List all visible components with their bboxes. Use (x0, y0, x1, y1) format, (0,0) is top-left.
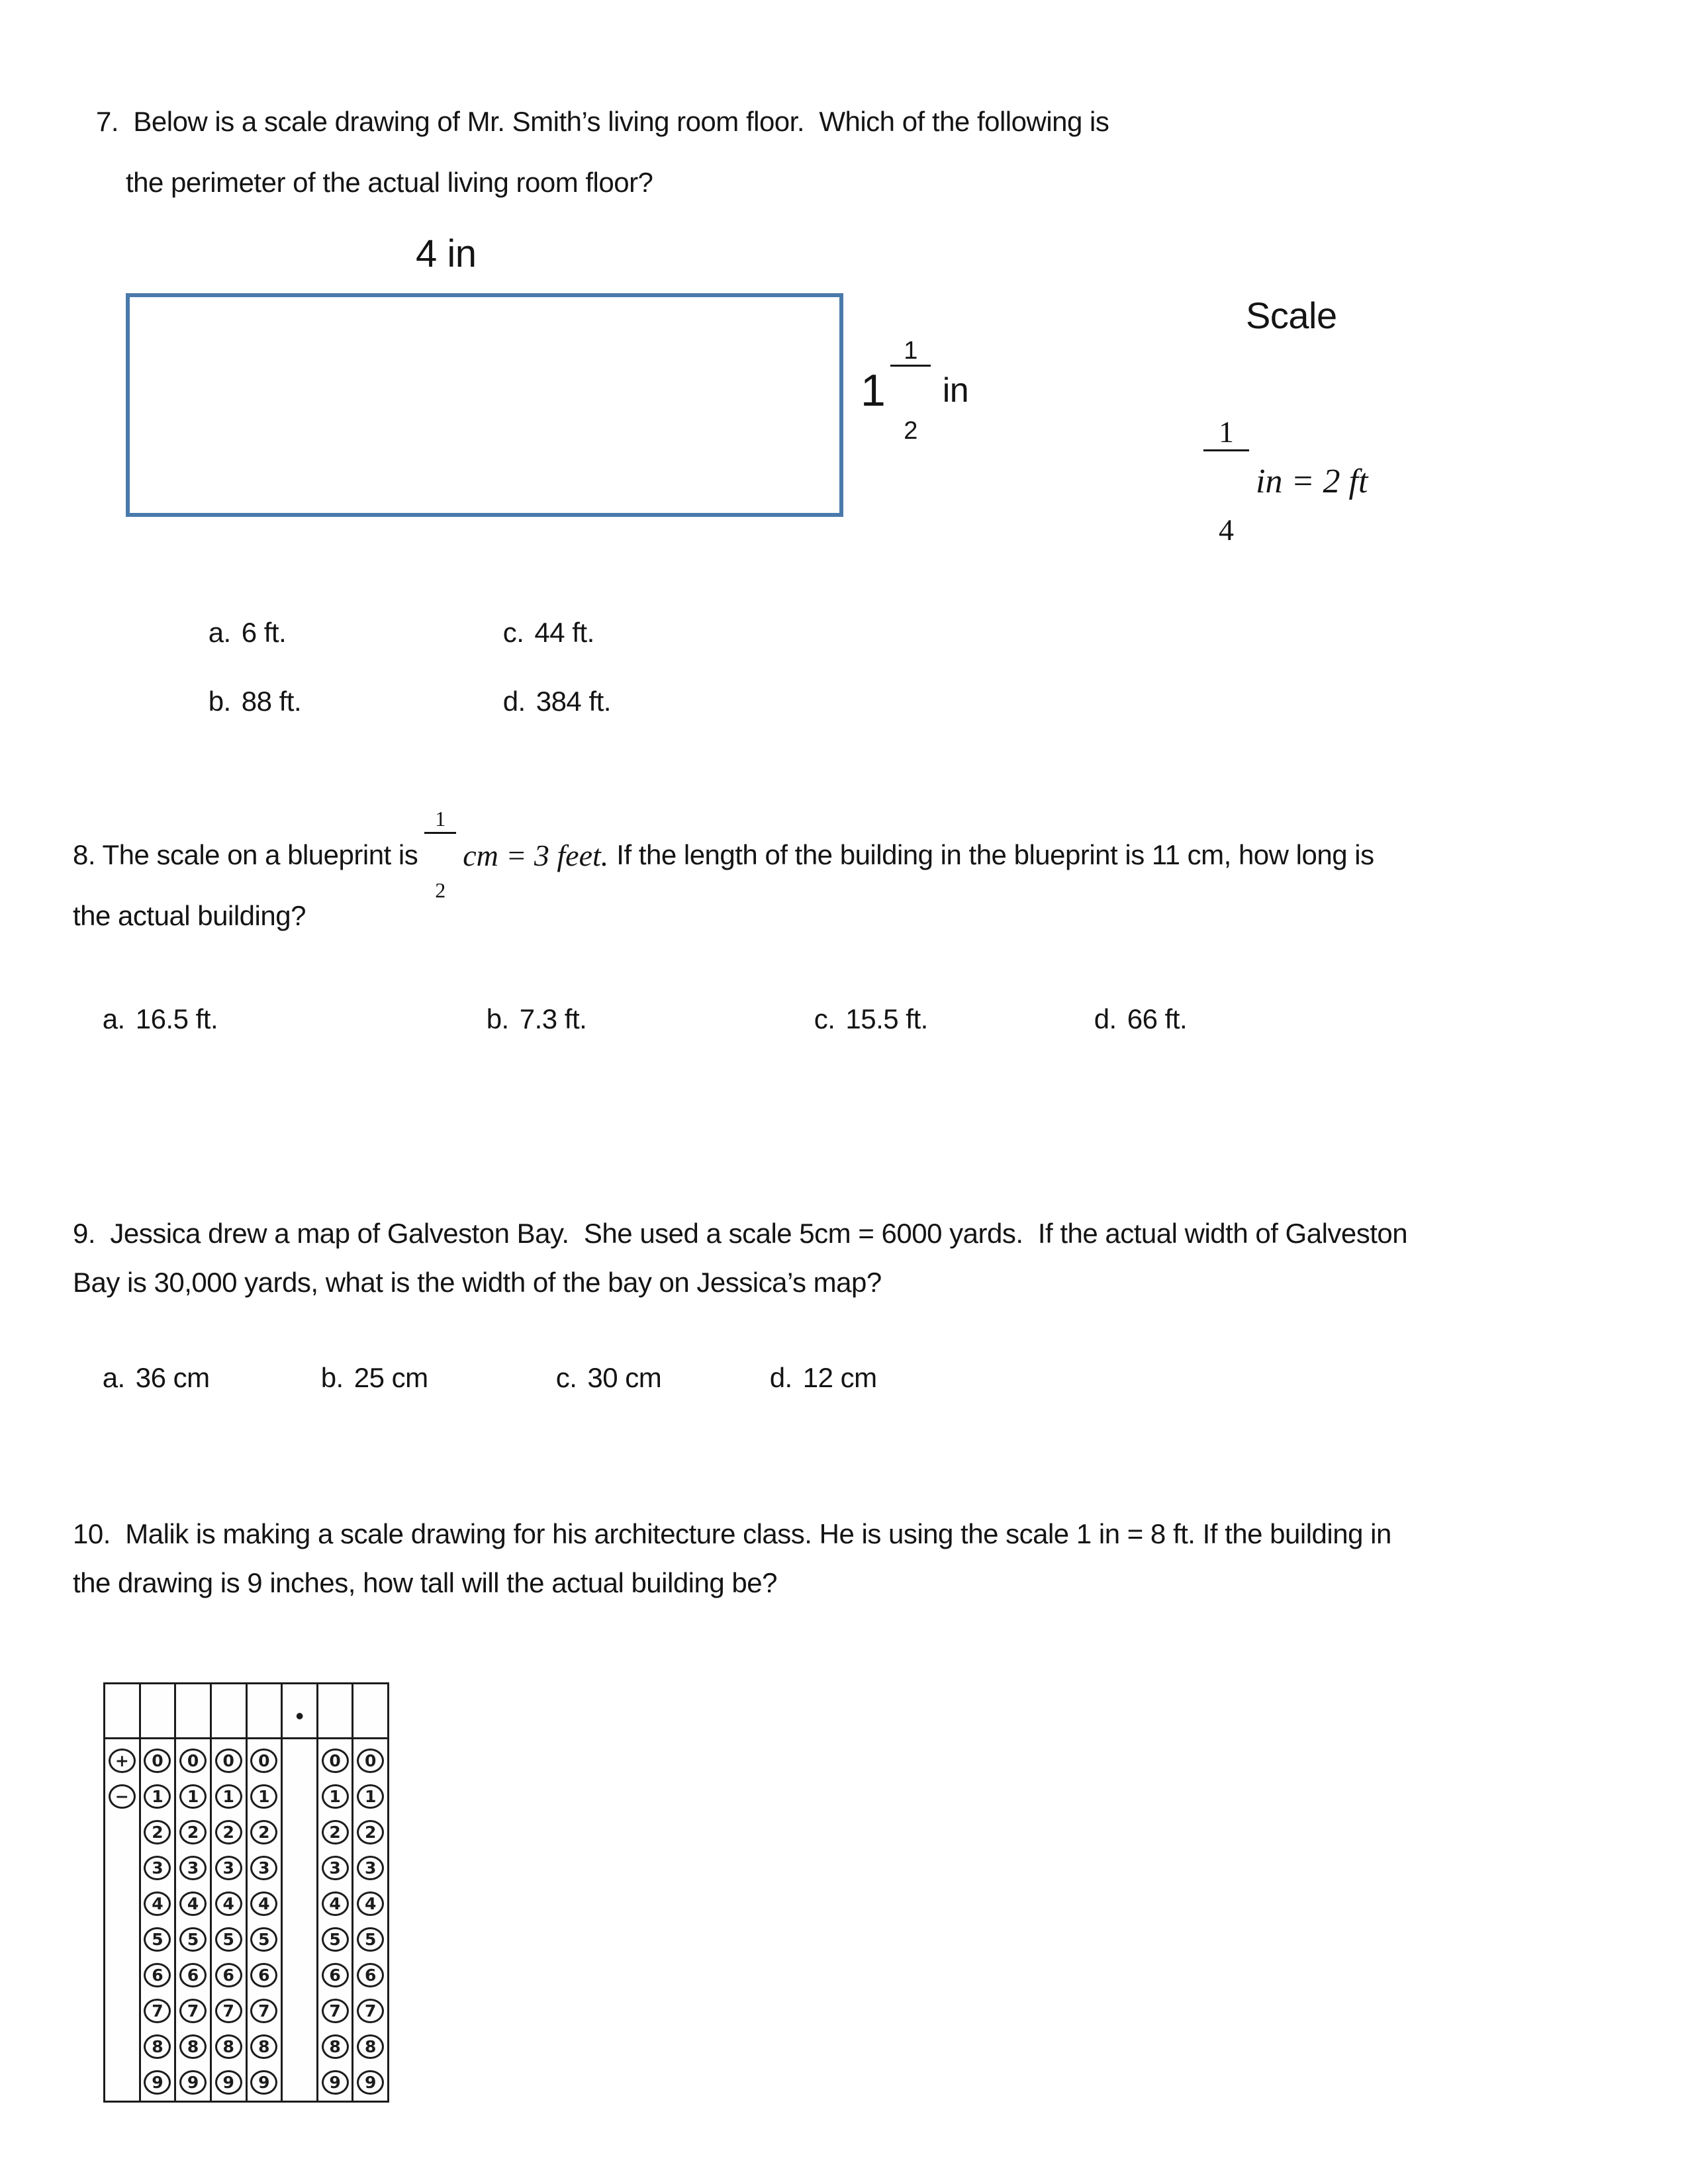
answer-grid-column-bubbles (176, 1739, 210, 2101)
answer-grid-column-4-digits (212, 1684, 248, 2101)
question-8-choice-d (1064, 972, 1187, 1067)
question-8-choice-c (784, 972, 928, 1067)
bubble-cell (215, 2029, 242, 2065)
bubble-2: 2 (215, 1820, 242, 1844)
bubble-cell (144, 1814, 171, 1850)
answer-grid-column-bubbles (318, 1739, 352, 2101)
bubble-0: 0 (144, 1749, 171, 1773)
bubble-cell (250, 1886, 277, 1921)
answer-grid-column-6-decimal (283, 1684, 318, 2101)
bubble-9: 9 (357, 2070, 384, 2095)
bubble-2: 2 (322, 1820, 349, 1844)
bubble-0: 0 (357, 1749, 384, 1773)
bubble-cell (357, 1778, 384, 1814)
choice-label: d. (1094, 1003, 1117, 1034)
bubble-cell (322, 1993, 349, 2029)
bubble-cell (322, 1921, 349, 1957)
bubble-cell (144, 1778, 171, 1814)
answer-write-box (141, 1684, 175, 1739)
question-8-text-line-2: the actual building? (73, 900, 306, 931)
bubble-cell (322, 1850, 349, 1886)
choice-value: 16.5 ft. (135, 1003, 218, 1034)
choice-value: 44 ft. (534, 617, 594, 648)
bubble-cell (179, 1850, 207, 1886)
bubble-4: 4 (179, 1891, 207, 1916)
choice-value: 15.5 ft. (845, 1003, 928, 1034)
bubble-1: 1 (215, 1784, 242, 1809)
fraction-numerator: 1 (424, 808, 456, 834)
bubble-cell (179, 2065, 207, 2101)
bubble-5: 5 (179, 1927, 207, 1952)
bubble-cell (179, 1921, 207, 1957)
answer-grid-column-bubbles (105, 1739, 139, 2101)
bubble-cell (215, 1850, 242, 1886)
bubble-cell (322, 1958, 349, 1993)
answer-grid-column-8-digits (353, 1684, 387, 2101)
bubble-6: 6 (144, 1963, 171, 1987)
bubble-7: 7 (144, 1999, 171, 2023)
choice-label: d. (502, 686, 526, 717)
choice-label: d. (769, 1362, 792, 1393)
bubble-cell (144, 1958, 171, 1993)
choice-label: c. (502, 617, 524, 648)
bubble-cell (215, 1993, 242, 2029)
bubble-cell (109, 1743, 136, 1778)
bubble-0: 0 (179, 1749, 207, 1773)
bubble-1: 1 (322, 1784, 349, 1809)
bubble-cell (215, 1958, 242, 1993)
bubble-6: 6 (250, 1963, 277, 1987)
bubble-6: 6 (179, 1963, 207, 1987)
question-9-choice-a (73, 1330, 210, 1426)
question-7-text-line-1: 7. Below is a scale drawing of Mr. Smith’s living room floor. Which of the following is (96, 106, 1109, 137)
bubble-7: 7 (357, 1999, 384, 2023)
bubble-9: 9 (144, 2070, 171, 2095)
choice-value: 384 ft. (536, 686, 611, 717)
bubble-cell (322, 1886, 349, 1921)
bubble-cell (144, 1850, 171, 1886)
bubble-5: 5 (144, 1927, 171, 1952)
bubble-−: − (109, 1784, 136, 1809)
bubble-3: 3 (250, 1856, 277, 1880)
question-8-choice-b (457, 972, 586, 1067)
answer-grid-column-7-digits (318, 1684, 354, 2101)
bubble-cell (179, 1814, 207, 1850)
height-unit: in (942, 371, 969, 410)
bubble-1: 1 (179, 1784, 207, 1809)
bubble-8: 8 (250, 2034, 277, 2059)
question-9-choice-c (526, 1330, 661, 1426)
scale-title: Scale (1246, 295, 1337, 336)
scale-fraction (1203, 355, 1249, 608)
bubble-cell (215, 1814, 242, 1850)
bubble-1: 1 (144, 1784, 171, 1809)
figure-height-label (861, 336, 969, 445)
fraction-denominator: 4 (1219, 512, 1234, 547)
bubble-cell (144, 1993, 171, 2029)
answer-grid-column-bubbles (353, 1739, 387, 2101)
answer-write-box (318, 1684, 352, 1739)
height-fraction (890, 288, 930, 494)
decimal-point-mark: • (295, 1702, 304, 1729)
fraction-numerator: 1 (890, 338, 930, 367)
bubble-cell (250, 1921, 277, 1957)
bubble-cell (322, 1778, 349, 1814)
choice-value: 88 ft. (241, 686, 302, 717)
bubble-cell (215, 1778, 242, 1814)
bubble-cell (144, 2029, 171, 2065)
answer-grid-column-3-digits (176, 1684, 212, 2101)
bubble-+: + (109, 1749, 136, 1773)
bubble-8: 8 (179, 2034, 207, 2059)
bubble-2: 2 (144, 1820, 171, 1844)
bubble-cell (144, 1921, 171, 1957)
question-8-text-line-1 (73, 807, 1374, 903)
choice-value: 36 cm (135, 1362, 210, 1393)
bubble-8: 8 (144, 2034, 171, 2059)
bubble-cell (357, 2029, 384, 2065)
bubble-2: 2 (179, 1820, 207, 1844)
choice-value: 12 cm (802, 1362, 877, 1393)
blueprint-scale-fraction (424, 764, 456, 946)
choice-value: 25 cm (353, 1362, 428, 1393)
fraction-denominator: 2 (904, 416, 917, 445)
bubble-9: 9 (322, 2070, 349, 2095)
choice-label: a. (102, 1362, 125, 1393)
choice-value: 66 ft. (1127, 1003, 1188, 1034)
bubble-cell (179, 1993, 207, 2029)
bubble-cell (179, 1958, 207, 1993)
bubble-0: 0 (215, 1749, 242, 1773)
question-8-text-post: If the length of the building in the blueprint is 11 cm, how long is (616, 839, 1374, 870)
bubble-cell (250, 2029, 277, 2065)
bubble-cell (250, 1743, 277, 1778)
bubble-cell (144, 1743, 171, 1778)
scale-drawing-rectangle (126, 293, 843, 517)
bubble-cell (109, 1778, 136, 1814)
bubble-5: 5 (250, 1927, 277, 1952)
bubble-8: 8 (357, 2034, 384, 2059)
bubble-cell (250, 1993, 277, 2029)
bubble-cell (322, 1814, 349, 1850)
bubble-4: 4 (357, 1891, 384, 1916)
answer-grid-column-2-digits (141, 1684, 177, 2101)
bubble-cell (215, 2065, 242, 2101)
bubble-9: 9 (250, 2070, 277, 2095)
bubble-3: 3 (215, 1856, 242, 1880)
bubble-3: 3 (179, 1856, 207, 1880)
bubble-1: 1 (250, 1784, 277, 1809)
bubble-cell (357, 1743, 384, 1778)
bubble-4: 4 (250, 1891, 277, 1916)
bubble-7: 7 (322, 1999, 349, 2023)
question-9-text-line-2: Bay is 30,000 yards, what is the width of the bay on Jessica’s map? (73, 1267, 882, 1298)
bubble-5: 5 (322, 1927, 349, 1952)
scale-equation (1203, 355, 1368, 608)
choice-label: a. (208, 617, 231, 648)
choice-value: 6 ft. (241, 617, 287, 648)
bubble-0: 0 (322, 1749, 349, 1773)
bubble-cell (322, 2065, 349, 2101)
answer-write-box (353, 1684, 387, 1739)
answer-grid-column-bubbles (248, 1739, 281, 2101)
choice-label: c. (814, 1003, 835, 1034)
bubble-cell (179, 1886, 207, 1921)
figure-width-label: 4 in (416, 232, 477, 275)
question-7-choice-d (473, 654, 611, 749)
answer-grid-column-1-sign (105, 1684, 141, 2101)
question-7-text-line-2: the perimeter of the actual living room floor? (126, 167, 653, 198)
answer-write-box (248, 1684, 281, 1739)
bubble-7: 7 (250, 1999, 277, 2023)
bubble-cell (357, 1921, 384, 1957)
bubble-6: 6 (322, 1963, 349, 1987)
bubble-5: 5 (215, 1927, 242, 1952)
bubble-8: 8 (215, 2034, 242, 2059)
answer-write-box (176, 1684, 210, 1739)
bubble-0: 0 (250, 1749, 277, 1773)
bubble-cell (215, 1743, 242, 1778)
question-8-choice-a (73, 972, 218, 1067)
bubble-3: 3 (322, 1856, 349, 1880)
question-8-text-pre: 8. The scale on a blueprint is (73, 839, 418, 870)
bubble-cell (357, 2065, 384, 2101)
question-9-choice-b (291, 1330, 428, 1426)
choice-value: 7.3 ft. (519, 1003, 587, 1034)
bubble-2: 2 (250, 1820, 277, 1844)
bubble-cell (215, 1886, 242, 1921)
bubble-cell (144, 1886, 171, 1921)
choice-label: b. (208, 686, 231, 717)
bubble-9: 9 (179, 2070, 207, 2095)
bubble-1: 1 (357, 1784, 384, 1809)
bubble-cell (357, 1814, 384, 1850)
bubble-cell (179, 1778, 207, 1814)
choice-label: c. (555, 1362, 577, 1393)
bubble-7: 7 (179, 1999, 207, 2023)
bubble-cell (322, 1743, 349, 1778)
bubble-cell (357, 1993, 384, 2029)
choice-label: a. (102, 1003, 125, 1034)
bubble-cell (357, 1886, 384, 1921)
bubble-cell (215, 1921, 242, 1957)
fraction-denominator: 2 (435, 878, 446, 903)
bubble-cell (250, 1850, 277, 1886)
bubble-4: 4 (322, 1891, 349, 1916)
answer-grid-column-bubbles (212, 1739, 246, 2101)
bubble-cell (144, 2065, 171, 2101)
question-7-choice-b (179, 654, 301, 749)
bubble-cell (250, 1958, 277, 1993)
bubble-3: 3 (357, 1856, 384, 1880)
answer-grid-column-bubbles (141, 1739, 175, 2101)
choice-label: b. (486, 1003, 509, 1034)
bubble-2: 2 (357, 1820, 384, 1844)
bubble-cell (179, 2029, 207, 2065)
answer-grid-column-5-digits (248, 1684, 283, 2101)
answer-write-box (105, 1684, 139, 1739)
bubble-cell (250, 1778, 277, 1814)
question-9-choice-d (740, 1330, 877, 1426)
bubble-cell (357, 1958, 384, 1993)
question-9-text-line-1: 9. Jessica drew a map of Galveston Bay. She used a scale 5cm = 6000 yards. If the actual width of Galveston (73, 1218, 1408, 1249)
bubble-cell (357, 1850, 384, 1886)
question-10-text-line-1: 10. Malik is making a scale drawing for his architecture class. He is using the scale 1 in = 8 ft. If the building in (73, 1518, 1391, 1549)
question-8-math-text: cm = 3 feet. (463, 838, 609, 872)
bubble-cell (250, 1814, 277, 1850)
answer-grid-column-bubbles (283, 1739, 316, 2101)
bubble-cell (179, 1743, 207, 1778)
height-whole-number: 1 (861, 365, 886, 416)
bubble-cell (322, 2029, 349, 2065)
bubble-5: 5 (357, 1927, 384, 1952)
bubble-3: 3 (144, 1856, 171, 1880)
bubble-7: 7 (215, 1999, 242, 2023)
question-10-text-line-2: the drawing is 9 inches, how tall will the actual building be? (73, 1567, 777, 1598)
bubble-cell (250, 2065, 277, 2101)
bubble-6: 6 (357, 1963, 384, 1987)
choice-value: 30 cm (587, 1362, 662, 1393)
bubble-8: 8 (322, 2034, 349, 2059)
bubble-6: 6 (215, 1963, 242, 1987)
bubble-4: 4 (144, 1891, 171, 1916)
answer-write-box (283, 1684, 316, 1739)
bubble-4: 4 (215, 1891, 242, 1916)
answer-write-box (212, 1684, 246, 1739)
answer-grid (103, 1682, 389, 2103)
bubble-9: 9 (215, 2070, 242, 2095)
choice-label: b. (320, 1362, 344, 1393)
fraction-numerator: 1 (1203, 417, 1249, 451)
scale-equation-text: in = 2 ft (1256, 462, 1368, 500)
